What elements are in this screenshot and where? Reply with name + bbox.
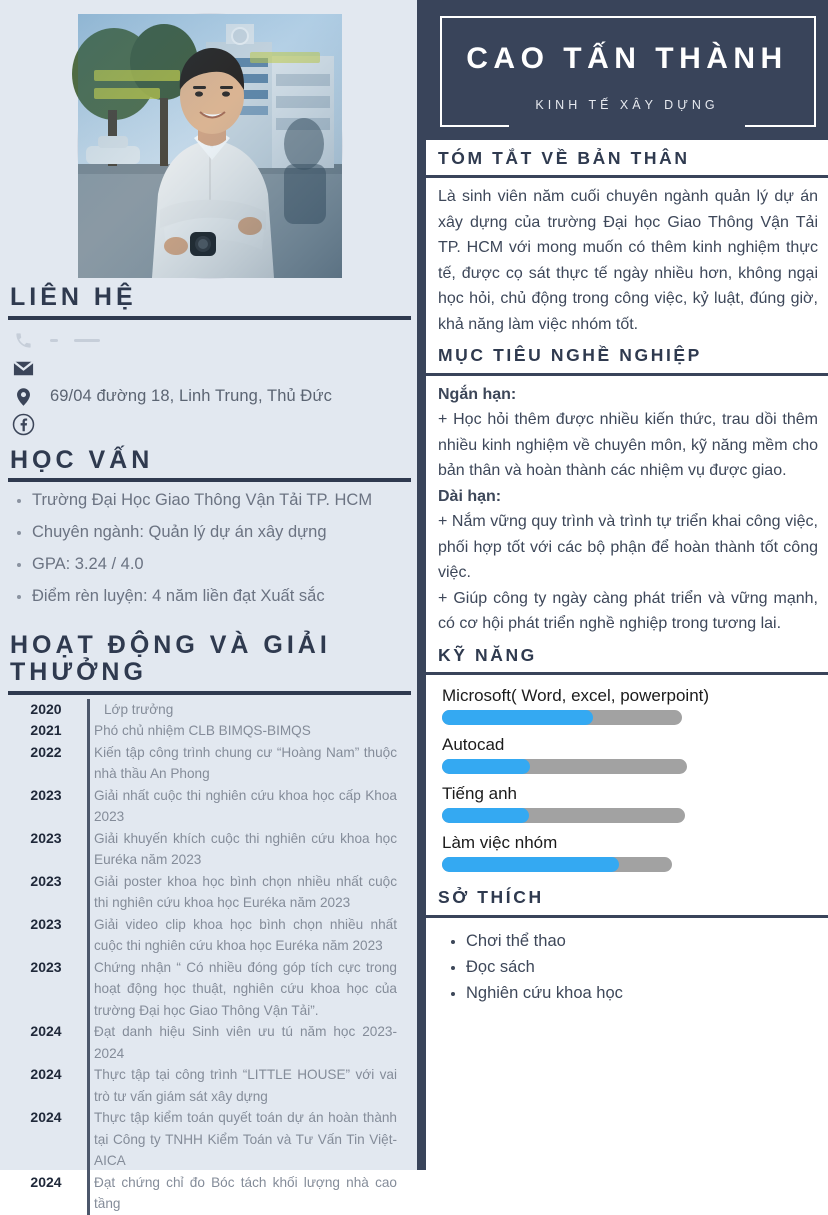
activity-desc: Giải khuyến khích cuộc thi nghiên cứu khoa học Euréka năm 2023: [94, 830, 397, 868]
activity-year: 2024: [30, 1023, 62, 1040]
hobbies-section-title: SỞ THÍCH: [438, 887, 544, 908]
skill-item: [442, 830, 818, 872]
objective-short-label: Ngắn hạn:: [438, 385, 517, 403]
row-divider: [84, 1107, 94, 1172]
contact-list: [8, 320, 411, 441]
row-divider: [84, 720, 94, 742]
contact-value-phone: [50, 331, 116, 350]
activity-desc: Thực tập kiểm toán quyết toán dự án hoàn thành tại Công ty TNHH Kiểm Toán và Tư Vấn Tin Việt-AICA: [94, 1110, 397, 1169]
row-divider: [84, 1172, 94, 1215]
name-header: [426, 0, 828, 140]
activity-year: 2024: [30, 1109, 62, 1126]
table-row: [8, 1107, 411, 1172]
facebook-icon: [10, 413, 36, 436]
contact-value-address: 69/04 đường 18, Linh Trung, Thủ Đức: [50, 387, 332, 405]
skill-label: Microsoft( Word, excel, powerpoint): [442, 686, 710, 706]
activity-desc: Chứng nhận “ Có nhiều đóng góp tích cực trong hoạt động học thuật, nghiên cứu khoa học của trường Đại học Giao Thông Vận Tải”.: [94, 959, 397, 1018]
skill-item: [442, 683, 818, 725]
education-item: • Chuyên ngành: Quản lý dự án xây dựng: [32, 523, 411, 541]
table-row: [8, 1172, 411, 1215]
list-item: • Nghiên cứu khoa học: [466, 980, 828, 1006]
row-divider: [84, 871, 94, 914]
row-divider: [84, 699, 94, 721]
contact-row-address[interactable]: [10, 383, 411, 411]
contact-row-email[interactable]: [10, 355, 411, 383]
skill-progress-fill: [442, 808, 529, 823]
skill-progress-track: [442, 808, 685, 823]
list-item: • Đọc sách: [466, 954, 828, 980]
activity-desc: Đạt danh hiệu Sinh viên ưu tú năm học 2023-2024: [94, 1024, 397, 1061]
list-item: • Chơi thể thao: [466, 928, 828, 954]
skill-item: [442, 781, 818, 823]
row-divider: [84, 1064, 94, 1107]
summary-section: [423, 140, 828, 175]
row-divider: [84, 957, 94, 1022]
activity-desc: Giải poster khoa học bình chọn nhiều nhất cuộc thi nghiên cứu khoa học Euréka năm 2023: [94, 873, 397, 911]
skill-progress-fill: [442, 857, 619, 872]
objective-short-text: + Học hỏi thêm được nhiều kiến thức, trau dồi thêm nhiều kinh nghiệm về chuyên môn, kỹ năng mềm cho bản thân và hoàn thành các nhiệm vụ được giao.: [438, 411, 818, 480]
activity-desc: Thực tập tại công trình “LITTLE HOUSE” với vai trò tư vấn giám sát xây dựng: [94, 1067, 397, 1104]
skills-list: [426, 675, 828, 872]
education-item: • Điểm rèn luyện: 4 năm liền đạt Xuất sắc: [32, 587, 411, 605]
objective-long-text-2: + Giúp công ty ngày càng phát triển và vững mạnh, có cơ hội phát triển nghề nghiệp trong tương lai.: [438, 589, 818, 633]
email-icon: [10, 357, 36, 380]
skills-section-title: KỸ NĂNG: [438, 644, 537, 665]
row-divider: [84, 1021, 94, 1064]
table-row: [8, 720, 411, 742]
objective-section-title: MỤC TIÊU NGHỀ NGHIỆP: [438, 345, 702, 366]
page-title: CAO TẤN THÀNH: [466, 42, 788, 75]
skills-body-wrap: [423, 675, 828, 872]
table-row: [8, 828, 411, 871]
photo-container: [8, 0, 411, 278]
row-divider: [84, 914, 94, 957]
role-mask: [509, 118, 745, 132]
objective-body: [426, 376, 828, 637]
skill-progress-track: [442, 857, 672, 872]
skill-label: Làm việc nhóm: [442, 833, 558, 853]
activity-year: 2020: [30, 700, 62, 717]
table-row: [8, 1064, 411, 1107]
contact-section-title: LIÊN HỆ: [10, 283, 137, 311]
activity-year: 2023: [30, 958, 62, 975]
hobbies-section: [423, 879, 828, 914]
activity-desc: Đạt chứng chỉ đo Bóc tách khối lượng nhà cao tầng: [94, 1174, 397, 1212]
row-divider: [84, 742, 94, 785]
activity-desc: Kiến tập công trình chung cư “Hoàng Nam” thuộc nhà thầu An Phong: [94, 744, 397, 782]
skill-progress-track: [442, 710, 682, 725]
contact-row-facebook[interactable]: [10, 411, 411, 439]
summary-body: [426, 178, 828, 337]
skill-label: Autocad: [442, 735, 505, 755]
table-row: [8, 871, 411, 914]
activity-year: 2023: [30, 786, 62, 803]
summary-body-wrap: [423, 178, 828, 337]
skill-progress-fill: [442, 759, 530, 774]
objective-long-text-1: + Nắm vững quy trình và trình tự triển khai công việc, phối hợp tốt với các bộ phận để hoàn thành tốt công việc.: [438, 513, 818, 582]
table-row: [8, 957, 411, 1022]
skill-item: [442, 732, 818, 774]
activity-desc: Giải nhất cuộc thi nghiên cứu khoa học cấp Khoa 2023: [94, 787, 397, 825]
right-panel: [417, 0, 828, 1170]
skills-section: [423, 637, 828, 672]
table-row: [8, 1021, 411, 1064]
objective-section: [423, 337, 828, 372]
activity-year: 2024: [30, 1173, 62, 1190]
skill-progress-fill: [442, 710, 593, 725]
activity-year: 2023: [30, 915, 62, 932]
table-row: [8, 785, 411, 828]
education-item: • Trường Đại Học Giao Thông Vận Tải TP. HCM: [32, 491, 411, 509]
hobbies-list: [426, 918, 828, 1006]
phone-icon: [10, 331, 36, 350]
activity-desc: Giải video clip khoa học bình chọn nhiều nhất cuộc thi nghiên cứu khoa học Euréka năm 2023: [94, 916, 397, 954]
objective-long-label: Dài hạn:: [438, 487, 502, 505]
activity-year: 2022: [30, 743, 62, 760]
skill-progress-track: [442, 759, 687, 774]
portrait-photo: [78, 14, 342, 278]
education-section-title: HỌC VẤN: [10, 445, 154, 474]
location-icon: [10, 385, 36, 409]
activities-section-title: HOẠT ĐỘNG VÀ GIẢI THƯỞNG: [10, 630, 331, 687]
summary-section-title: TÓM TẮT VỀ BẢN THÂN: [438, 148, 690, 168]
table-row: [8, 914, 411, 957]
activity-year: 2021: [30, 722, 62, 739]
job-title: KINH TẾ XÂY DỰNG: [535, 98, 719, 112]
row-divider: [84, 785, 94, 828]
education-list: [8, 482, 411, 626]
row-divider: [84, 828, 94, 871]
objective-body-wrap: [423, 376, 828, 637]
activities-table: [8, 695, 411, 1215]
activity-year: 2024: [30, 1066, 62, 1083]
activity-year: 2023: [30, 872, 62, 889]
activity-year: 2023: [30, 829, 62, 846]
table-row: [8, 699, 411, 721]
summary-text: Là sinh viên năm cuối chuyên ngành quản lý dự án xây dựng của trường Đại học Giao Thông Vận Tải TP. HCM với mong muốn có thêm kinh nghiệm thực tế, được cọ sát thực tế ngày nhiều hơn, không ngại học hỏi, chủ động trong công việc, kỷ luật, đúng giờ, khả năng làm việc nhóm tốt.: [438, 188, 818, 333]
activity-desc: Lớp trưởng: [104, 701, 174, 717]
hobbies-body-wrap: [423, 918, 828, 1038]
activity-desc: Phó chủ nhiệm CLB BIMQS-BIMQS: [94, 723, 311, 739]
skill-label: Tiếng anh: [442, 784, 517, 804]
table-row: [8, 742, 411, 785]
contact-row-phone[interactable]: [10, 327, 411, 355]
education-item: • GPA: 3.24 / 4.0: [32, 555, 411, 573]
